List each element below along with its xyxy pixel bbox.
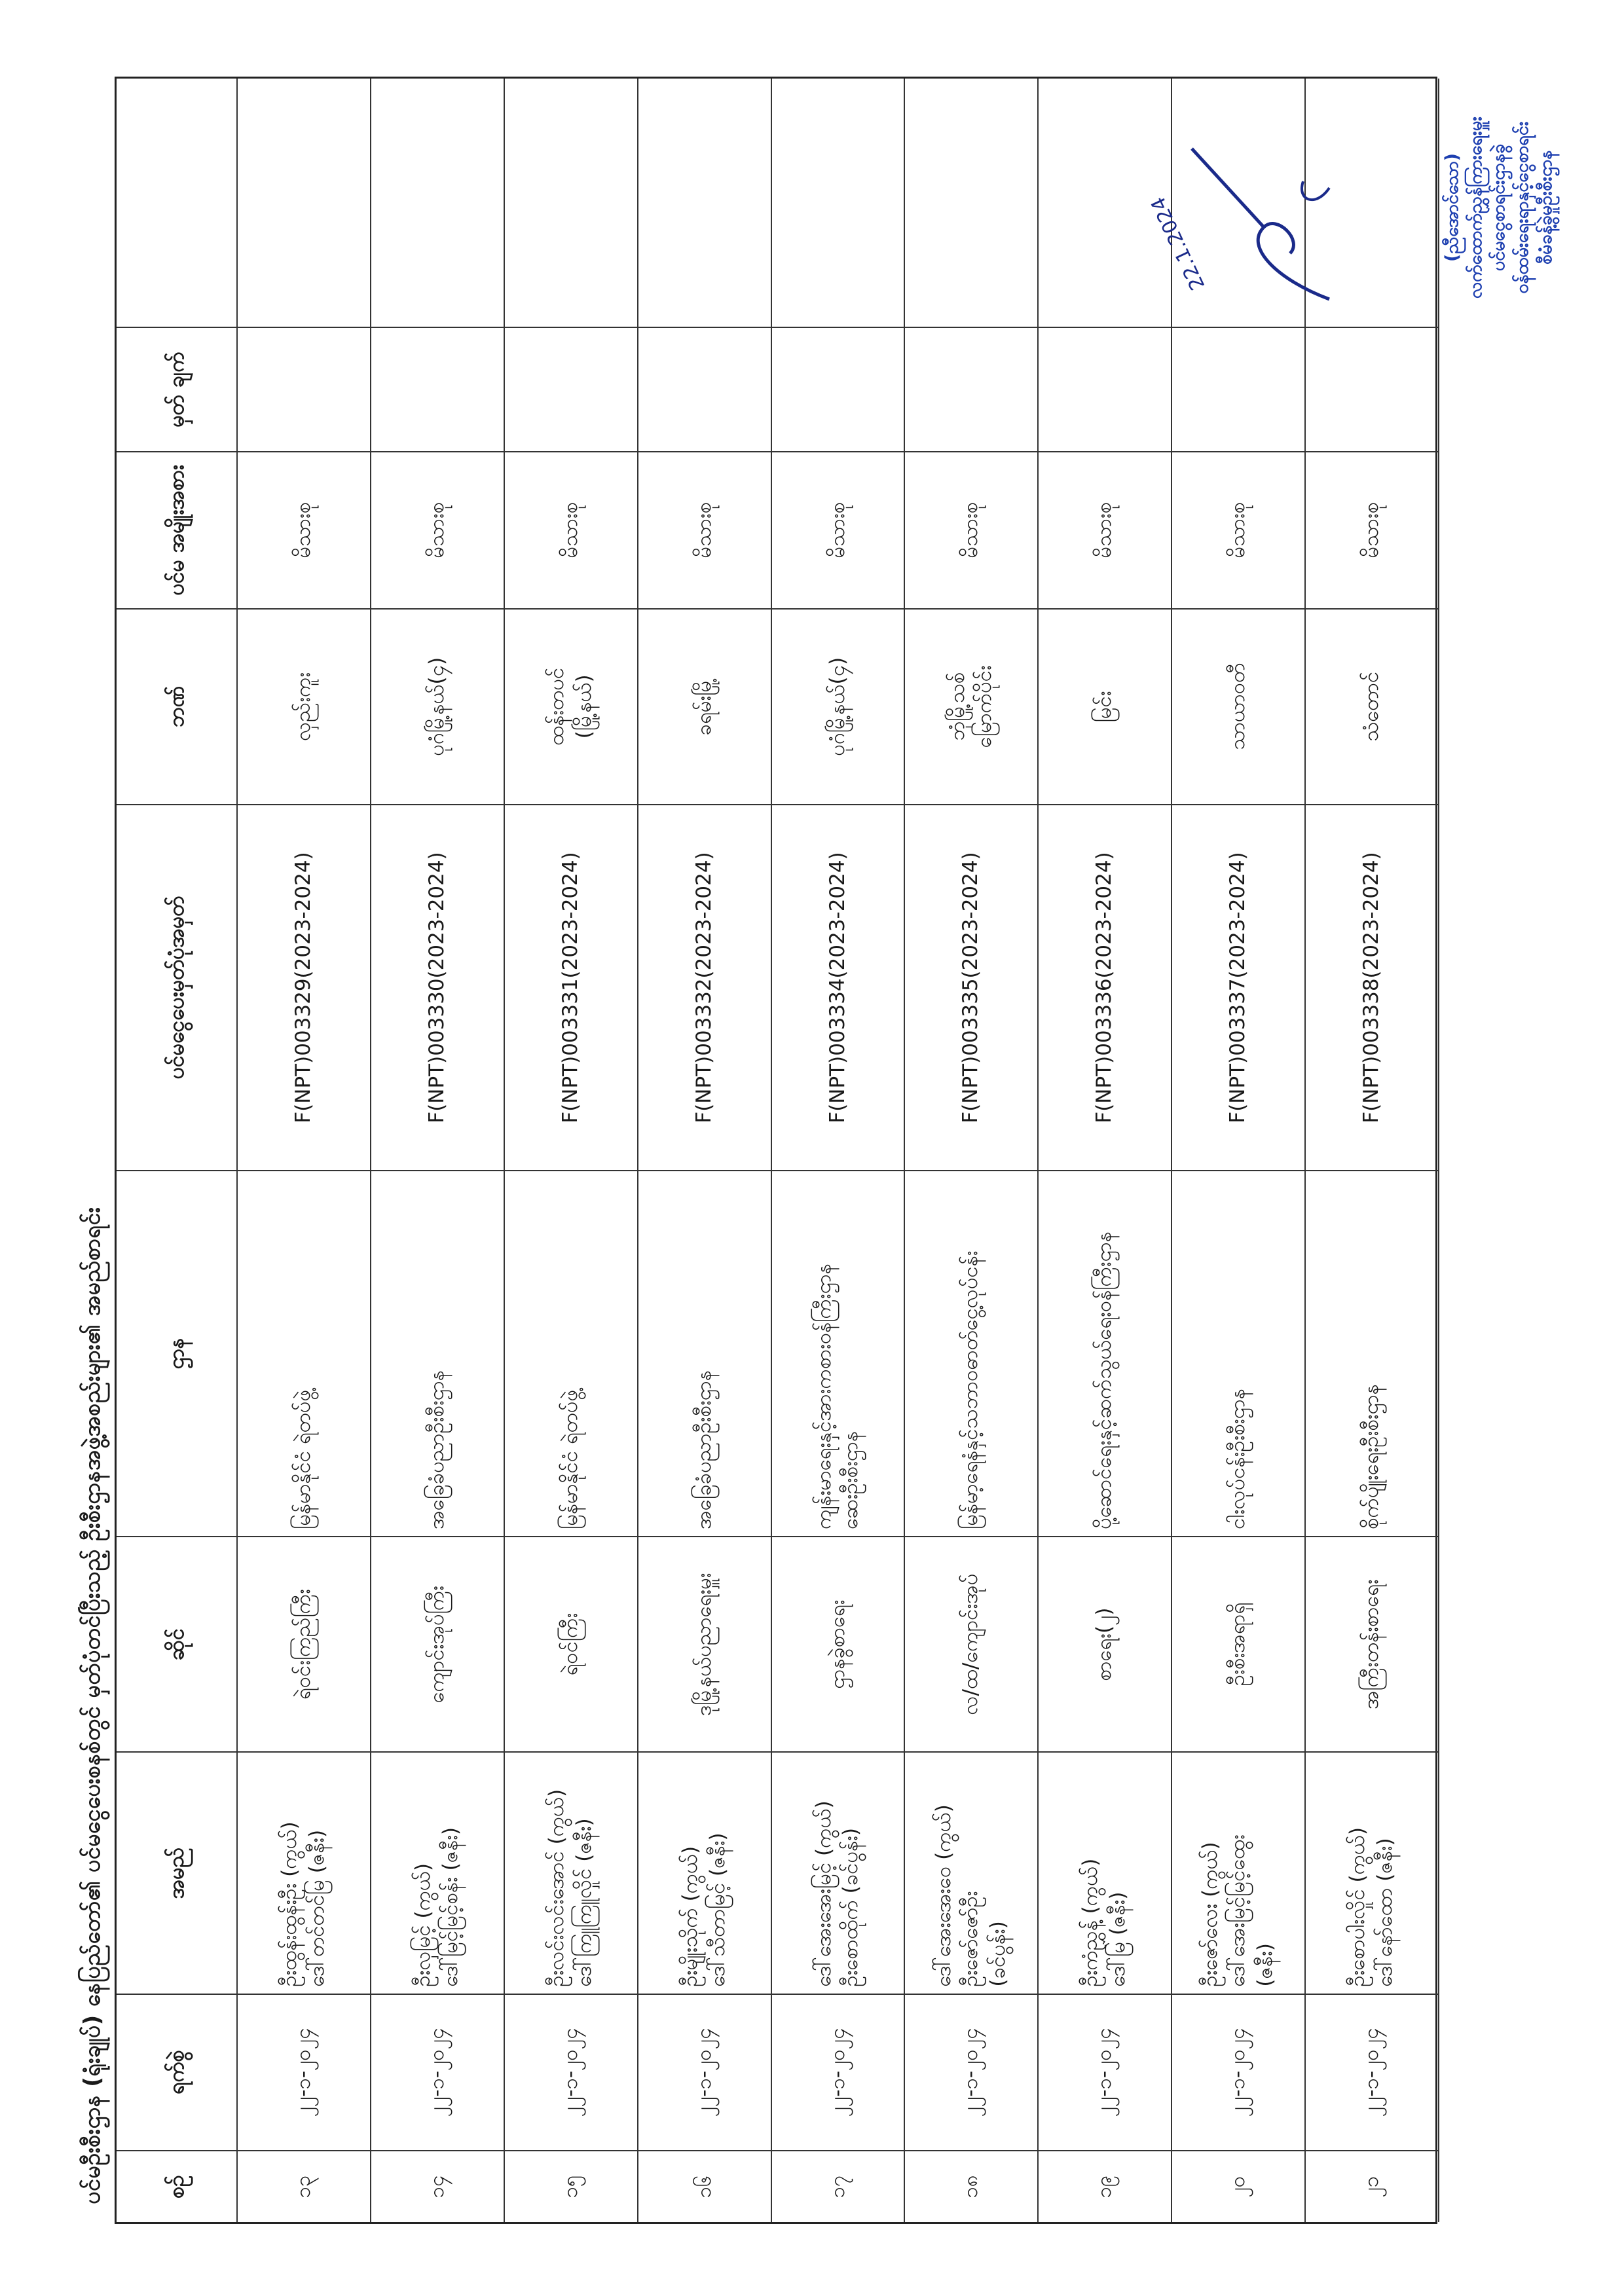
handwritten-signature xyxy=(1147,129,1362,325)
cell-registration-number: F(NPT)003331(2023-2024) xyxy=(505,804,637,1170)
cell-department: မြန်မာ့ရေနံနှင့်သဘာဝဓာတ်ငွေ့လုပ်ငန်း xyxy=(905,1170,1037,1536)
table-row xyxy=(772,79,906,2222)
table-row xyxy=(238,79,371,2222)
cell-name: ဦးကံညွှန့် (ကွယ်) ဒေါ်မြ (ဇနီး) xyxy=(1039,1751,1171,1993)
table-row xyxy=(1306,79,1439,2222)
cell-position: စာရေး(၂) xyxy=(1039,1536,1171,1751)
cell-type: မိသားစု xyxy=(638,451,771,608)
cell-registration-number: F(NPT)003335(2023-2024) xyxy=(905,804,1037,1170)
cell-serial-no: ၂၁ xyxy=(1306,2150,1438,2222)
stamp-line: ပင်မငွေစာရင်းဌာနခွဲ xyxy=(1488,143,1509,272)
cell-type: မိသားစု xyxy=(238,451,370,608)
cell-position: လ/ထ/ကျောင်းအုပ် xyxy=(905,1536,1037,1751)
cell-name: ဦးဇော်လေး (ကွယ်) ဒေါ်အေးမြင့်မြင့်ထွေး (ဇနီး) xyxy=(1172,1751,1304,1993)
cell-position: အကြီးတန်းစာရေး xyxy=(1306,1536,1438,1751)
table-row xyxy=(1039,79,1172,2222)
cell-bank: ပုဂံမြို့နယ်(၄) xyxy=(772,608,904,804)
cell-bank: သံတောင် xyxy=(1306,608,1438,804)
signature-date: 22.1.2024 xyxy=(1147,193,1210,294)
header-blank xyxy=(117,79,236,327)
cell-blank xyxy=(505,79,637,327)
stamp-line: ဝန်ထမ်းရေးရာနှင့်ငွေစာရင်း xyxy=(1511,121,1532,294)
cell-type: မိသားစု xyxy=(1039,451,1171,608)
header-serial-no: စဉ် xyxy=(117,2150,236,2222)
cell-department: အခြေခံပညာဦးစီးဌာန xyxy=(638,1170,771,1536)
cell-bank: ဘုံမြို့သစ် မြောက်ပိုင်း xyxy=(905,608,1037,804)
cell-blank xyxy=(238,79,370,327)
cell-department: အခြေခံပညာဦးစီးဌာန xyxy=(371,1170,504,1536)
cell-registration-number: F(NPT)003338(2023-2024) xyxy=(1306,804,1438,1170)
cell-registration-number: F(NPT)003337(2023-2024) xyxy=(1172,804,1304,1170)
table-header-row xyxy=(117,79,238,2222)
cell-date: ၂၂-၁-၂၀၂၄ xyxy=(1306,1994,1438,2151)
cell-bank: မြင်း xyxy=(1039,608,1171,804)
header-type: ပင်မ အမျိုးအစား xyxy=(117,451,236,608)
cell-bank: ထန်းတပင် (မြို့နယ်) xyxy=(505,608,637,804)
cell-remark xyxy=(371,327,504,451)
cell-serial-no: ၁၉ xyxy=(1039,2150,1171,2222)
cell-date: ၂၂-၁-၂၀၂၄ xyxy=(1039,1994,1171,2151)
cell-department: မြန်မာနိုင်ငံ ရဲတပ်ဖွဲ့ xyxy=(505,1170,637,1536)
cell-remark xyxy=(905,327,1037,451)
cell-serial-no: ၂၀ xyxy=(1172,2150,1304,2222)
cell-registration-number: F(NPT)003332(2023-2024) xyxy=(638,804,771,1170)
cell-date: ၂၂-၁-၂၀၂၄ xyxy=(1172,1994,1304,2151)
header-date: ရက်စွဲ xyxy=(117,1994,236,2151)
cell-type: မိသားစု xyxy=(905,451,1037,608)
cell-position: ဦးစီးအရာရှိ xyxy=(1172,1536,1304,1751)
cell-registration-number: F(NPT)003336(2023-2024) xyxy=(1039,804,1171,1170)
cell-remark xyxy=(1172,327,1304,451)
cell-name: ဦးမျိုးသိုက် (ကွယ်) ဒေါ်သီတာမြင့် (ဇနီး) xyxy=(638,1751,771,1993)
cell-serial-no: ၁၄ xyxy=(371,2150,504,2222)
official-stamp xyxy=(1441,83,1557,332)
cell-date: ၂၂-၁-၂၀၂၄ xyxy=(638,1994,771,2151)
register-table xyxy=(115,77,1437,2224)
cell-remark xyxy=(638,327,771,451)
cell-registration-number: F(NPT)003330(2023-2024) xyxy=(371,804,504,1170)
cell-remark xyxy=(1039,327,1171,451)
table-row xyxy=(505,79,638,2222)
cell-position: ရဲဝင်ကြီး xyxy=(505,1536,637,1751)
cell-type: မိသားစု xyxy=(505,451,637,608)
cell-name: ဦးထွန်းထွန်းဦး (ကွယ်) ဒေါ်တင်တင်မြ (ဇနီး) xyxy=(238,1751,370,1993)
cell-remark xyxy=(1306,327,1438,451)
cell-name: ဦးစောပါးလှိုင် (ကွယ်) ဒေါ်နော်ထော (ဇနီး) xyxy=(1306,1751,1438,1993)
cell-remark xyxy=(238,327,370,451)
cell-name: ဦးလင်းလင်းအောင် (ကွယ်) ဒေါ်ကြူကြူလှိုင် (ဇနီး) xyxy=(505,1751,637,1993)
cell-bank: ပုဂံမြို့နယ်(၄) xyxy=(371,608,504,804)
cell-registration-number: F(NPT)003329(2023-2024) xyxy=(238,804,370,1170)
cell-type: မိသားစု xyxy=(1172,451,1304,608)
cell-remark xyxy=(772,327,904,451)
table-row xyxy=(371,79,505,2222)
cell-date: ၂၂-၁-၂၀၂၄ xyxy=(238,1994,370,2151)
cell-position: ကျောင်းအုပ်ကြီး xyxy=(371,1536,504,1751)
cell-department: ကျန်းမာရေးနှင့်အားကစားဝန်ကြီးဌာန ဆေးဦးစီးဌာန xyxy=(772,1170,904,1536)
cell-position: ဒုမြို့နယ်ပညာရေးမှူး xyxy=(638,1536,771,1751)
document-title: ပင်မဦးစီးဌာန (ရုံးချုပ်) နေပြည်တော်၏ ပင်မငွေပေးစနစ်တွင် မှတ်ပုံတင်ပြီးသည့် ဦးစီးဌာနအဖွဲ့အစည်းများ၏ အမည်စာရင်း xyxy=(79,1207,105,2204)
cell-bank: လှည်းကူး xyxy=(238,608,370,804)
table-row xyxy=(638,79,772,2222)
table-row xyxy=(1172,79,1306,2222)
cell-blank xyxy=(638,79,771,327)
cell-type: မိသားစု xyxy=(371,451,504,608)
header-bank: ဘဏ် xyxy=(117,608,236,804)
cell-date: ၂၂-၁-၂၀၂၄ xyxy=(772,1994,904,2151)
header-department: ဌာန xyxy=(117,1170,236,1536)
cell-department: မြန်မာနိုင်ငံ ရဲတပ်ဖွဲ့ xyxy=(238,1170,370,1536)
cell-serial-no: ၁၇ xyxy=(772,2150,904,2222)
cell-type: မိသားစု xyxy=(772,451,904,608)
cell-name: ဒေါ်အေးအေးမြင့် (ကွယ်) ဦးစောထိုက် (ခင်ပွန်း) xyxy=(772,1751,904,1993)
table-row xyxy=(905,79,1039,2222)
cell-blank xyxy=(905,79,1037,327)
cell-serial-no: ၁၈ xyxy=(905,2150,1037,2222)
cell-department: ပို့ဆောင်ရေးနှင့်ဆက်သွယ်ရေးဝန်ကြီးဌာန xyxy=(1039,1170,1171,1536)
stamp-line: လက်ထောက်ညွှန်ကြားရေးမှူး xyxy=(1465,116,1486,299)
cell-registration-number: F(NPT)003334(2023-2024) xyxy=(772,804,904,1170)
header-remark: မှတ် ချက် xyxy=(117,327,236,451)
cell-position: ဌာနခွဲစာရေး xyxy=(772,1536,904,1751)
header-registration-number: ပင်မငွေပေးမှတ်ပုံအမှတ် xyxy=(117,804,236,1170)
cell-date: ၂၂-၁-၂၀၂၄ xyxy=(371,1994,504,2151)
cell-department: စိုက်ပျိုးရေးဦးစီးဌာန xyxy=(1306,1170,1438,1536)
cell-type: မိသားစု xyxy=(1306,451,1438,608)
cell-blank xyxy=(371,79,504,327)
cell-date: ၂၂-၁-၂၀၂၄ xyxy=(905,1994,1037,2151)
cell-remark xyxy=(505,327,637,451)
stamp-line: စီမံခန့်ခွဲမှုဦးစီးဌာန xyxy=(1535,150,1556,265)
cell-blank xyxy=(772,79,904,327)
cell-date: ၂၂-၁-၂၀၂၄ xyxy=(505,1994,637,2151)
stamp-line: (ညီအောင်သော) xyxy=(1442,153,1462,263)
cell-bank: သာယာဝတီ xyxy=(1172,608,1304,804)
cell-name: ဦးလှမြင့် (ကွယ်) ဒေါ်မြင့်မြင့်စန်း (ဇနီး) xyxy=(371,1751,504,1993)
header-position: ဆိုင် xyxy=(117,1536,236,1751)
cell-serial-no: ၁၅ xyxy=(505,2150,637,2222)
cell-name: ဒေါ်အေးအေးဝေ (ကွယ်) ဦးဇော်ဇော်ဦး (ခင်ပွန်း) xyxy=(905,1751,1037,1993)
cell-serial-no: ၁၃ xyxy=(238,2150,370,2222)
cell-serial-no: ၁၆ xyxy=(638,2150,771,2222)
cell-position: ရဲဝင်းကြည်ကြီး xyxy=(238,1536,370,1751)
header-name: အမည် xyxy=(117,1751,236,1993)
cell-bank: ခရမ်းမြို့ xyxy=(638,608,771,804)
cell-department: ငါးလုပ်ငန်းဦးစီးဌာန xyxy=(1172,1170,1304,1536)
